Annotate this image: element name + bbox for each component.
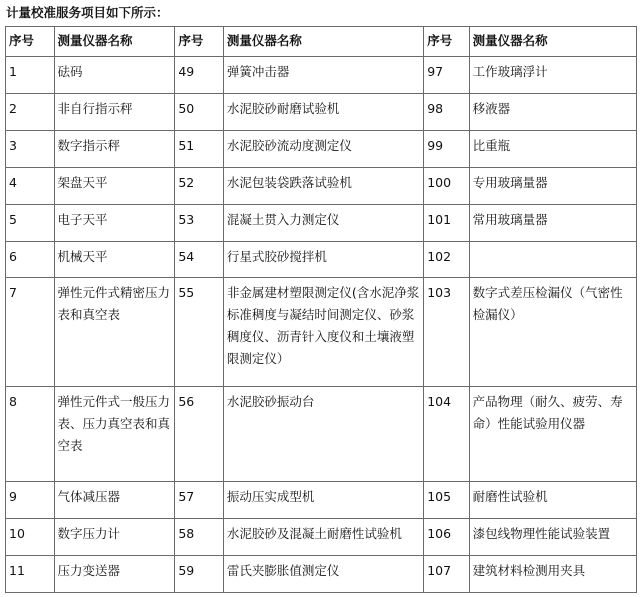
instrument-cell: 工作玻璃浮计 [469,57,636,94]
serial-cell: 50 [175,94,224,131]
instrument-cell: 移液器 [469,94,636,131]
instrument-cell: 漆包线物理性能试验装置 [469,519,636,556]
table-body [6,57,637,593]
serial-cell: 56 [175,387,224,482]
instrument-cell: 水泥胶砂及混凝土耐磨性试验机 [223,519,423,556]
instrument-cell: 雷氏夹膨胀值测定仪 [223,556,423,593]
serial-cell: 58 [175,519,224,556]
serial-cell: 106 [424,519,469,556]
instrument-cell: 常用玻璃量器 [469,205,636,242]
serial-cell: 49 [175,57,224,94]
serial-cell: 107 [424,556,469,593]
instrument-cell: 比重瓶 [469,131,636,168]
table-row [6,94,637,131]
instrument-cell: 耐磨性试验机 [469,482,636,519]
instrument-cell: 数字指示秤 [54,131,175,168]
header-instrument-1: 测量仪器名称 [54,27,175,57]
serial-cell: 3 [6,131,55,168]
instrument-cell: 水泥胶砂耐磨试验机 [223,94,423,131]
instrument-cell: 弹簧冲击器 [223,57,423,94]
serial-cell: 55 [175,278,224,387]
table-row [6,519,637,556]
instrument-cell: 压力变送器 [54,556,175,593]
serial-cell: 53 [175,205,224,242]
table-row [6,242,637,278]
instrument-cell: 非自行指示秤 [54,94,175,131]
serial-cell: 97 [424,57,469,94]
instrument-cell: 架盘天平 [54,168,175,205]
serial-cell: 6 [6,242,55,278]
table-header-row [6,27,637,57]
instrument-cell: 弹性元件式精密压力表和真空表 [54,278,175,387]
serial-cell: 11 [6,556,55,593]
instrument-cell: 水泥胶砂流动度测定仪 [223,131,423,168]
header-instrument-3: 测量仪器名称 [469,27,636,57]
calibration-services-table [5,26,637,593]
instrument-cell: 砝码 [54,57,175,94]
serial-cell: 1 [6,57,55,94]
instrument-cell: 非金属建材塑限测定仪(含水泥净浆标准稠度与凝结时间测定仪、砂浆稠度仪、沥青针入度仪和土壤液塑限测定仪） [223,278,423,387]
serial-cell: 10 [6,519,55,556]
table-row [6,278,637,387]
serial-cell: 8 [6,387,55,482]
instrument-cell: 数字式差压检漏仪（气密性检漏仪） [469,278,636,387]
serial-cell: 52 [175,168,224,205]
header-serial-3: 序号 [424,27,469,57]
serial-cell: 7 [6,278,55,387]
instrument-cell: 机械天平 [54,242,175,278]
table-row [6,205,637,242]
serial-cell: 9 [6,482,55,519]
serial-cell: 100 [424,168,469,205]
table-row [6,168,637,205]
instrument-cell: 振动压实成型机 [223,482,423,519]
table-row [6,131,637,168]
instrument-cell: 产品物理（耐久、疲劳、寿命）性能试验用仪器 [469,387,636,482]
serial-cell: 5 [6,205,55,242]
header-instrument-2: 测量仪器名称 [223,27,423,57]
serial-cell: 4 [6,168,55,205]
serial-cell: 99 [424,131,469,168]
instrument-cell: 水泥胶砂振动台 [223,387,423,482]
intro-text: 计量校准服务项目如下所示： [6,5,169,20]
table-row [6,387,637,482]
instrument-cell [469,242,636,278]
serial-cell: 59 [175,556,224,593]
instrument-cell: 建筑材料检测用夹具 [469,556,636,593]
serial-cell: 51 [175,131,224,168]
serial-cell: 104 [424,387,469,482]
instrument-cell: 行星式胶砂搅拌机 [223,242,423,278]
header-serial-2: 序号 [175,27,224,57]
instrument-cell: 电子天平 [54,205,175,242]
table-row [6,556,637,593]
serial-cell: 54 [175,242,224,278]
table-row [6,57,637,94]
serial-cell: 105 [424,482,469,519]
serial-cell: 101 [424,205,469,242]
serial-cell: 103 [424,278,469,387]
instrument-cell: 数字压力计 [54,519,175,556]
instrument-cell: 混凝土贯入力测定仪 [223,205,423,242]
serial-cell: 2 [6,94,55,131]
instrument-cell: 气体减压器 [54,482,175,519]
instrument-cell: 弹性元件式一般压力表、压力真空表和真空表 [54,387,175,482]
instrument-cell: 水泥包装袋跌落试验机 [223,168,423,205]
serial-cell: 102 [424,242,469,278]
serial-cell: 98 [424,94,469,131]
instrument-cell: 专用玻璃量器 [469,168,636,205]
serial-cell: 57 [175,482,224,519]
table-row [6,482,637,519]
header-serial-1: 序号 [6,27,55,57]
